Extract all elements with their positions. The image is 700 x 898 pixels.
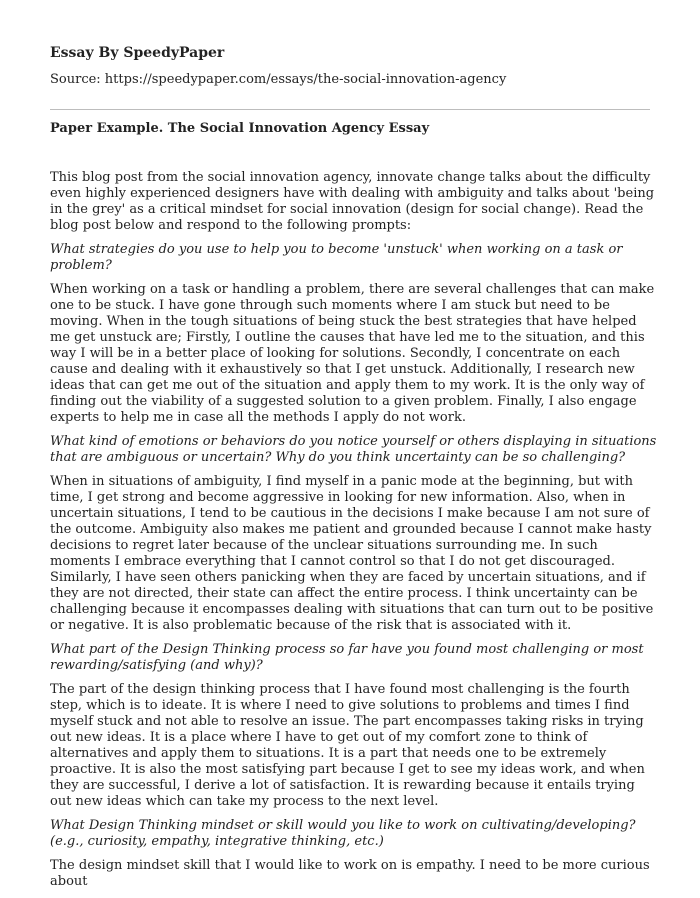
source-line: Source: https://speedypaper.com/essays/the-social-innovation-agency <box>50 72 507 87</box>
essay-by-heading: Essay By SpeedyPaper <box>50 45 225 61</box>
answer-paragraph: When in situations of ambiguity, I find myself in a panic mode at the beginning, but with time, I get strong and become aggressive in looking for new information. Also, when in uncertain situations, I tend to be cautious in the decisions I make because I am not sure of the outcome. Ambiguity also makes me patient and grounded because I cannot make hasty decisions to regret later because of the unclear situations surrounding me. In such moments I embrace everything that I cannot control so that I do not get discouraged. Similarly, I have seen others panicking when they are faced by uncertain situations, and if they are not directed, their state can affect the entire process. I think uncertainty can be challenging because it encompasses dealing with situations that can turn out to be positive or negative. It is also problematic because of the risk that is associated with it. <box>50 474 654 633</box>
essay-body <box>50 170 660 898</box>
divider <box>50 109 650 110</box>
paper-title: Paper Example. The Social Innovation Agency Essay <box>50 121 430 136</box>
intro-paragraph: This blog post from the social innovation agency, innovate change talks about the difficulty even highly experienced designers have with dealing with ambiguity and talks about 'being in the grey' as a critical mindset for social innovation (design for social change). Read the blog post below and respond to the following prompts: <box>50 170 655 233</box>
answer-paragraph: The part of the design thinking process that I have found most challenging is the fourth step, which is to ideate. It is where I need to give solutions to problems and times I find myself stuck and not able to resolve an issue. The part encompasses taking risks in trying out new ideas. It is a place where I have to get out of my comfort zone to think of alternatives and apply them to situations. It is a part that needs one to be extremely proactive. It is also the most satisfying part because I get to see my ideas work, and when they are successful, I derive a lot of satisfaction. It is rewarding because it entails trying out new ideas which can take my process to the next level. <box>50 682 645 809</box>
prompt-question: What part of the Design Thinking process so far have you found most challenging or most rewarding/satisfying (and why)? <box>50 642 644 673</box>
answer-paragraph: The design mindset skill that I would like to work on is empathy. I need to be more curious about <box>50 858 650 889</box>
prompt-question: What strategies do you use to help you to become 'unstuck' when working on a task or problem? <box>50 242 623 273</box>
prompt-question: What kind of emotions or behaviors do you notice yourself or others displaying in situations that are ambiguous or uncertain? Why do you think uncertainty can be so challenging? <box>50 434 657 465</box>
answer-paragraph: When working on a task or handling a problem, there are several challenges that can make one to be stuck. I have gone through such moments where I am stuck but need to be moving. When in the tough situations of being stuck the best strategies that have helped me get unstuck are; Firstly, I outline the causes that have led me to the situation, and this way I will be in a better place of looking for solutions. Secondly, I concentrate on each cause and dealing with it exhaustively so that I get unstuck. Additionally, I research new ideas that can get me out of the situation and apply them to my work. It is the only way of finding out the viability of a suggested solution to a given problem. Finally, I also engage experts to help me in case all the methods I apply do not work. <box>50 282 655 425</box>
prompt-question: What Design Thinking mindset or skill would you like to work on cultivating/developing? (e.g., curiosity, empathy, integrative thinking, etc.) <box>50 818 636 849</box>
